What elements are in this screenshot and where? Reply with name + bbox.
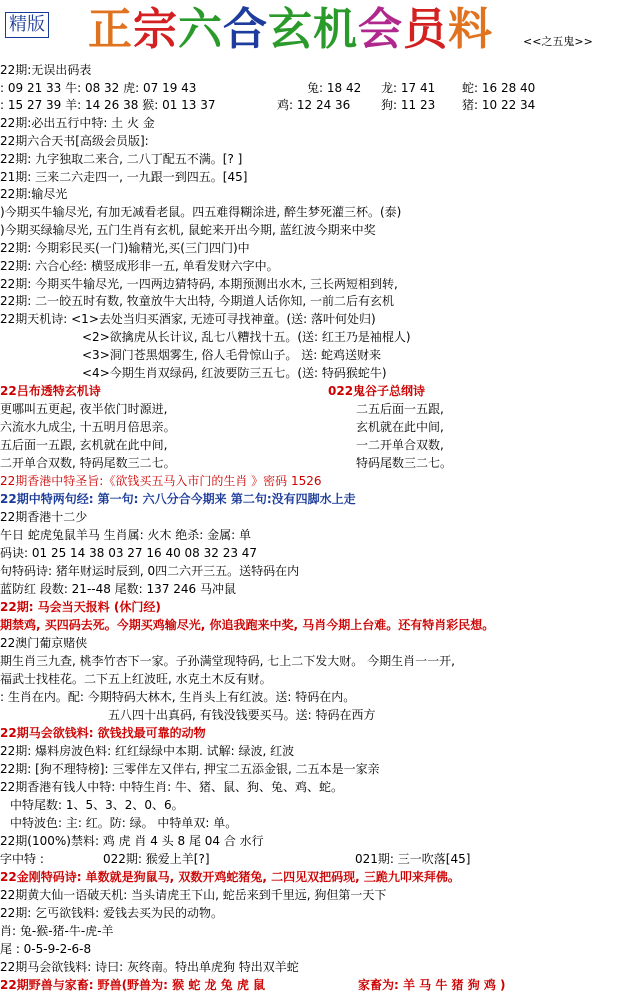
- text-line: 22期:输尽光: [0, 187, 68, 201]
- text-line: : 生肖在内。配: 今期特码大林木, 生肖头上有红波。送: 特码在内。: [0, 690, 356, 704]
- title-char: 宗: [133, 4, 178, 55]
- text-line: 蛇: 16 28 40: [462, 81, 536, 95]
- text-line: 码诀: 01 25 14 38 03 27 16 40 08 32 23 47: [0, 546, 258, 560]
- text-line: 特码尾数三二七。: [356, 456, 453, 470]
- text-line: 22期: 今期买牛输尽光, 一四两边猜特码, 本期预测出水木, 三长两短相到转,: [0, 277, 398, 291]
- text-line: 二五后面一五跟,: [356, 402, 444, 416]
- text-line: 22期香港中特圣旨:《欲钱买五马入市门的生肖 》密码 1526: [0, 474, 322, 488]
- text-line: 蓝防红 段数: 21--48 尾数: 137 246 马冲鼠: [0, 582, 236, 596]
- text-line: 龙: 17 41: [381, 81, 436, 95]
- title-char: 正: [88, 4, 133, 55]
- text-line: 期生肖三九查, 桃李竹杏下一家。子孙满堂现特码, 七上二下发大财。 今期生肖一一开,: [0, 654, 455, 668]
- text-line: 鸡: 12 24 36: [277, 98, 351, 112]
- text-line: : 09 21 33 牛: 08 32 虎: 07 19 43: [0, 81, 197, 95]
- text-line: 中特尾数: 1、5、3、2、0、6。: [10, 798, 184, 812]
- text-line: 22期:必出五行中特: 土 火 金: [0, 116, 155, 130]
- title-char: 玄: [268, 4, 313, 55]
- text-line: <3>洞门苍黑烟雾生, 俗人毛骨惊山子。 送: 蛇鸡送财来: [82, 348, 382, 362]
- text-line: 22期: 爆料房波色料: 红红绿绿中本期. 试解: 绿波, 红波: [0, 744, 295, 758]
- text-line: 字中特 :: [0, 852, 44, 866]
- text-line: 22期: 九字独取二来合, 二八丁配五不满。[? ]: [0, 152, 243, 166]
- text-line: 22期黄大仙一语破天机: 当头请虎王下山, 蛇岳来到千里远, 狗但第一天下: [0, 888, 387, 902]
- text-line: 22期中特两句经: 第一句: 六八分合今期来 第二句:没有四脚水上走: [0, 492, 356, 506]
- text-line: )今期买牛输尽光, 有加无减看老鼠。四五难得糊涂进, 醉生梦死灌三杯。(泰): [0, 205, 402, 219]
- text-line: 22期香港十二少: [0, 510, 88, 524]
- text-line: 22期: [狗不理特榜]: 三零伴左又伴右, 押宝二五添金银, 二五本是一家亲: [0, 762, 380, 776]
- text-line: 22澳门葡京赌侠: [0, 636, 88, 650]
- text-line: 22期: 马会当天报料 (休门经): [0, 600, 161, 614]
- text-line: 二开单合双数, 特码尾数三二七。: [0, 456, 176, 470]
- text-line: : 15 27 39 羊: 14 26 38 猴: 01 13 37: [0, 98, 216, 112]
- text-line: 22期马会欲钱料: 诗曰: 灰终南。特出单虎狗 特出双羊蛇: [0, 960, 299, 974]
- text-line: 22期: 乞丐欲钱料: 爱钱去买为民的动物。: [0, 906, 223, 920]
- text-line: 22期天机诗: <1>去处当归买酒家, 无迹可寻找神童。(送: 落叶何处归): [0, 312, 376, 326]
- text-line: 午日 蛇虎兔鼠羊马 生肖属: 火木 绝杀: 金属: 单: [0, 528, 252, 542]
- page-title: [88, 2, 493, 58]
- title-char: 合: [223, 4, 268, 55]
- text-line: 肖: 兔-猴-猪-牛-虎-羊: [0, 924, 114, 938]
- edition-badge: 精版: [5, 12, 49, 38]
- text-line: 福武士找桂花。二下五上红波旺, 水克土木反有财。: [0, 672, 272, 686]
- title-char: 员: [403, 4, 448, 55]
- text-line: 022期: 猴爱上羊[?]: [103, 852, 210, 866]
- text-line: 22期野兽与家畜: 野兽(野兽为: 猴 蛇 龙 兔 虎 鼠: [0, 978, 266, 992]
- text-line: 22期六合天书[高级会员版]:: [0, 134, 149, 148]
- text-line: 六流水九成尘, 十五明月倍思亲。: [0, 420, 176, 434]
- text-line: 句特码诗: 猪年财运时辰到, 0四二六开三五。送特码在内: [0, 564, 300, 578]
- text-line: 玄机就在此中间,: [356, 420, 444, 434]
- text-line: 22期:无误出码表: [0, 63, 92, 77]
- text-line: 更哪叫五更起, 夜半依门时源迸,: [0, 402, 168, 416]
- text-line: 22金刚特码诗: 单数就是狗鼠马, 双数开鸡蛇猪兔, 二四见双把码现, 三跪九叩来拜佛。: [0, 870, 460, 884]
- text-line: 21期: 三来二六走四一, 一九跟一到四五。[45]: [0, 170, 248, 184]
- text-line: 尾 : 0-5-9-2-6-8: [0, 942, 92, 956]
- text-line: 22期: 今期彩民买(一门)输精光,买(三门四门)中: [0, 241, 250, 255]
- text-line: 22期(100%)禁料: 鸡 虎 肖 4 头 8 尾 04 合 水行: [0, 834, 264, 848]
- title-char: 会: [358, 4, 403, 55]
- text-line: 兔: 18 42: [307, 81, 362, 95]
- text-line: 022鬼谷子总纲诗: [328, 384, 426, 398]
- text-line: 22吕布透特玄机诗: [0, 384, 101, 398]
- title-char: 料: [448, 4, 493, 55]
- text-line: )今期买绿输尽光, 五门生肖有玄机, 鼠蛇来开出今期, 蓝红波今期来中奖: [0, 223, 376, 237]
- text-line: 五八四十出真码, 有钱没钱要买马。送: 特码在西方: [108, 708, 376, 722]
- page-subtitle: <<之五鬼>>: [523, 35, 593, 48]
- text-line: 期禁鸡, 买四码去死。今期买鸡输尽光, 你追我跑来中奖, 马肖今期上台难。还有特肖彩民想。: [0, 618, 495, 632]
- text-line: 家畜为: 羊 马 牛 猪 狗 鸡 ): [358, 978, 506, 992]
- text-line: 猪: 10 22 34: [462, 98, 536, 112]
- text-line: 五后面一五跟, 玄机就在此中间,: [0, 438, 168, 452]
- title-char: 机: [313, 4, 358, 55]
- text-line: <4>今期生肖双绿码, 红波要防三五七。(送: 特码猴蛇牛): [82, 366, 387, 380]
- text-line: 22期香港有钱人中特: 中特生肖: 牛、猪、鼠、狗、兔、鸡、蛇。: [0, 780, 343, 794]
- title-char: 六: [178, 4, 223, 55]
- text-line: 中特波色: 主: 红。防: 绿。 中特单双: 单。: [10, 816, 238, 830]
- text-line: 021期: 三一吹落[45]: [355, 852, 471, 866]
- text-line: 22期: 六合心经: 横竖成形非一五, 单看发财六字中。: [0, 259, 279, 273]
- text-line: 22期马会欲钱料: 欲钱找最可靠的动物: [0, 726, 206, 740]
- text-line: 狗: 11 23: [381, 98, 436, 112]
- text-line: <2>欲擒虎从长计议, 乱七八糟找十五。(送: 红王乃是袖棍人): [82, 330, 411, 344]
- text-line: 一二开单合双数,: [356, 438, 444, 452]
- text-line: 22期: 二一皎五时有数, 牧童放牛大出特, 今期道人话你知, 一前二后有玄机: [0, 294, 395, 308]
